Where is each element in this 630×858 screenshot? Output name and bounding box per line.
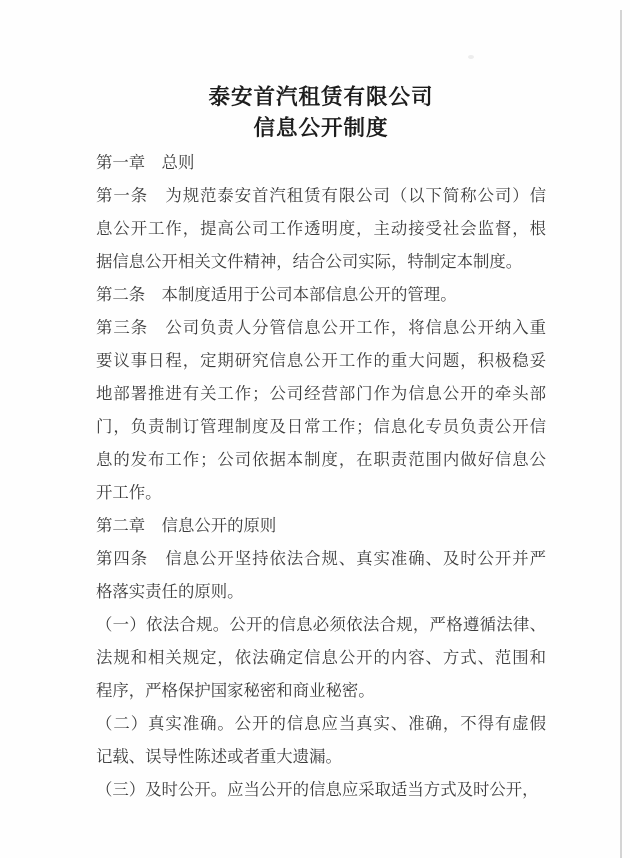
paragraph-8-list-item (96, 773, 546, 806)
document-body (96, 146, 546, 806)
document-content (96, 82, 546, 806)
text-line: 要议事日程，定期研究信息公开工作的重大问题，积极稳妥 (96, 351, 546, 370)
text-line: 第二条 本制度适用于公司本部信息公开的管理。 (96, 285, 457, 304)
text-line: 第一条 为规范泰安首汽租赁有限公司（以下简称公司）信 (96, 186, 546, 205)
text-line: （二）真实准确。公开的信息应当真实、准确，不得有虚假 (96, 714, 546, 733)
scan-dot-artifact (468, 55, 474, 59)
text-line: （一）依法合规。公开的信息必须依法合规，严格遵循法律、 (96, 615, 546, 634)
paragraph-2-article (96, 278, 546, 311)
paragraph-3-article (96, 311, 546, 509)
text-line: 程序，严格保护国家秘密和商业秘密。 (96, 681, 375, 700)
doc-title-line-1: 泰安首汽租赁有限公司 (208, 85, 434, 109)
text-line: 据信息公开相关文件精神，结合公司实际，特制定本制度。 (96, 252, 523, 271)
paragraph-4-chapter-heading (96, 509, 546, 542)
paragraph-1-article (96, 179, 546, 278)
text-line: 法规和相关规定，依法确定信息公开的内容、方式、范围和 (96, 648, 546, 667)
document-title (96, 82, 546, 144)
text-line: 第二章 信息公开的原则 (96, 516, 277, 535)
text-line: 第一章 总则 (96, 153, 195, 172)
paragraph-5-article (96, 542, 546, 608)
paragraph-6-list-item (96, 608, 546, 707)
text-line: 记载、误导性陈述或者重大遗漏。 (96, 747, 342, 766)
text-line: 门，负责制订管理制度及日常工作；信息化专员负责公开信 (96, 417, 546, 436)
paragraph-7-list-item (96, 707, 546, 773)
paragraph-0-chapter-heading (96, 146, 546, 179)
doc-title-line-2: 信息公开制度 (253, 116, 389, 140)
text-line: 格落实责任的原则。 (96, 582, 244, 601)
text-line: 地部署推进有关工作；公司经营部门作为信息公开的牵头部 (96, 384, 546, 403)
text-line: 息的发布工作；公司依据本制度，在职责范围内做好信息公 (96, 450, 546, 469)
text-line: （三）及时公开。应当公开的信息应采取适当方式及时公开， (96, 780, 539, 799)
text-line: 第四条 信息公开坚持依法合规、真实准确、及时公开并严 (96, 549, 546, 568)
page-edge-artifact (620, 10, 622, 858)
text-line: 第三条 公司负责人分管信息公开工作，将信息公开纳入重 (96, 318, 546, 337)
text-line: 息公开工作，提高公司工作透明度，主动接受社会监督，根 (96, 219, 546, 238)
text-line: 开工作。 (96, 483, 162, 502)
